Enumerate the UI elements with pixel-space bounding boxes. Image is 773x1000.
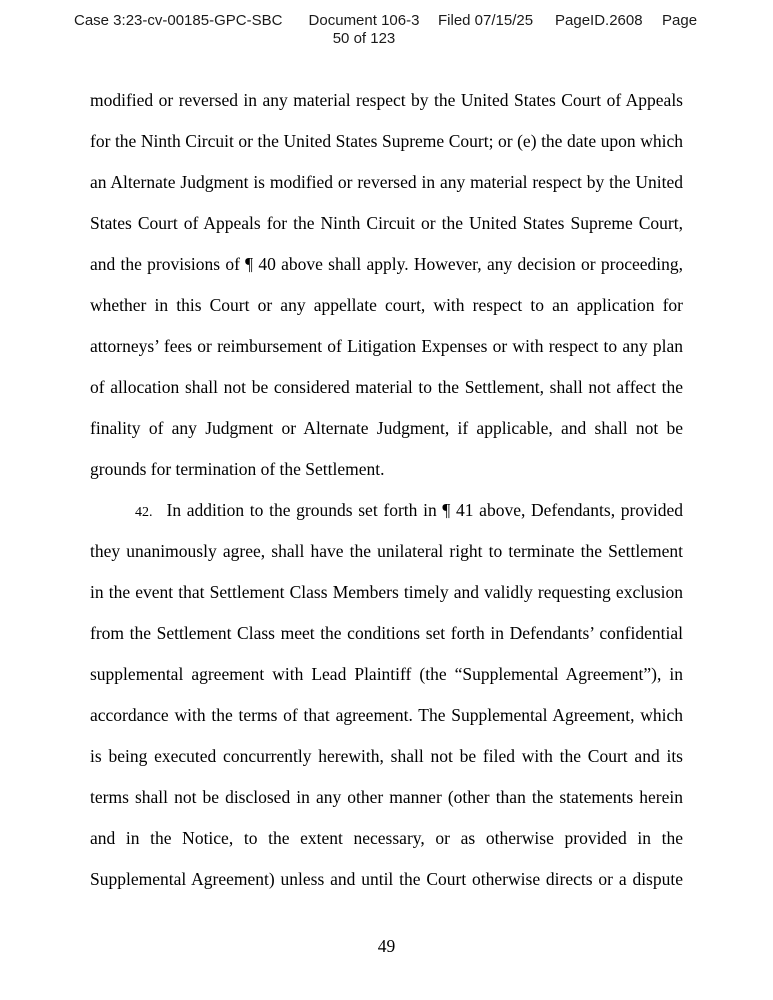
text-line: accordance with the terms of that agreement. The Supplemental Agreement, which [90,705,683,725]
case-number: Case 3:23-cv-00185-GPC-SBC [74,12,283,29]
text-line: attorneys’ fees or reimbursement of Litigation Expenses or with respect to any plan [90,336,683,356]
text-line: an Alternate Judgment is modified or reversed in any material respect by the United [90,172,683,192]
text-line: of allocation shall not be considered material to the Settlement, shall not affect the [90,377,683,397]
text-line: in the event that Settlement Class Members timely and validly requesting exclusion [90,582,683,602]
page-number: 49 [377,936,396,956]
document-number: Document 106-3 [308,12,420,29]
text-line: In addition to the grounds set forth in ¶ 41 above, Defendants, provided [166,500,683,520]
text-line: terms shall not be disclosed in any other manner (other than the statements herein [90,787,683,807]
paragraph-42-first-line [90,490,683,531]
page-of-total: 50 of 123 [332,30,396,47]
text-line: supplemental agreement with Lead Plaintiff (the “Supplemental Agreement”), in [90,664,683,684]
text-line: they unanimously agree, shall have the unilateral right to terminate the Settlement [90,541,683,561]
text-line: and the provisions of ¶ 40 above shall apply. However, any decision or proceeding, [90,254,683,274]
text-line: Supplemental Agreement) unless and until the Court otherwise directs or a dispute [90,869,683,889]
filed-date: Filed 07/15/25 [438,12,534,29]
text-line: States Court of Appeals for the Ninth Circuit or the United States Supreme Court, [90,213,683,233]
document-body [90,80,683,900]
text-line: for the Ninth Circuit or the United States Supreme Court; or (e) the date upon which [90,131,683,151]
text-line: grounds for termination of the Settlement. [90,459,385,479]
page-label: Page [662,12,698,29]
document-header [0,12,773,52]
text-line: modified or reversed in any material respect by the United States Court of Appeals [90,90,683,110]
page-id: PageID.2608 [555,12,643,29]
text-line: from the Settlement Class meet the conditions set forth in Defendants’ confidential [90,623,683,643]
text-line: whether in this Court or any appellate court, with respect to an application for [90,295,683,315]
text-line: and in the Notice, to the extent necessary, or as otherwise provided in the [90,828,683,848]
text-line: finality of any Judgment or Alternate Judgment, if applicable, and shall not be [90,418,683,438]
text-line: is being executed concurrently herewith, shall not be filed with the Court and its [90,746,683,766]
paragraph-number: 42. [135,505,153,520]
